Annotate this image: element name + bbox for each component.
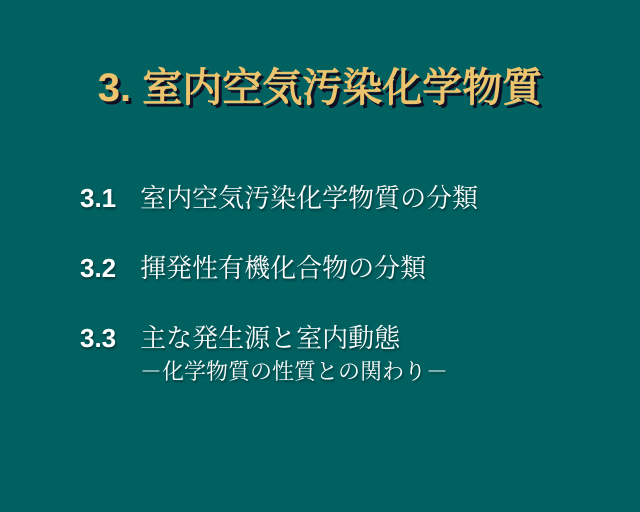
toc-item-text: 主な発生源と室内動態 [140, 323, 401, 353]
toc-item-text: 揮発性有機化合物の分類 [140, 253, 427, 283]
toc-item [80, 184, 478, 213]
toc-item-subtext: －化学物質の性質との関わり－ [140, 359, 449, 384]
toc-item-number: 3.3 [80, 323, 117, 353]
slide-title: 3. 室内空気汚染化学物質 [97, 66, 543, 110]
toc-item-number: 3.2 [80, 253, 117, 283]
toc-item-number: 3.1 [80, 183, 117, 213]
toc-item [80, 324, 400, 353]
toc-item-text: 室内空気汚染化学物質の分類 [140, 183, 479, 213]
toc-item [80, 254, 426, 283]
